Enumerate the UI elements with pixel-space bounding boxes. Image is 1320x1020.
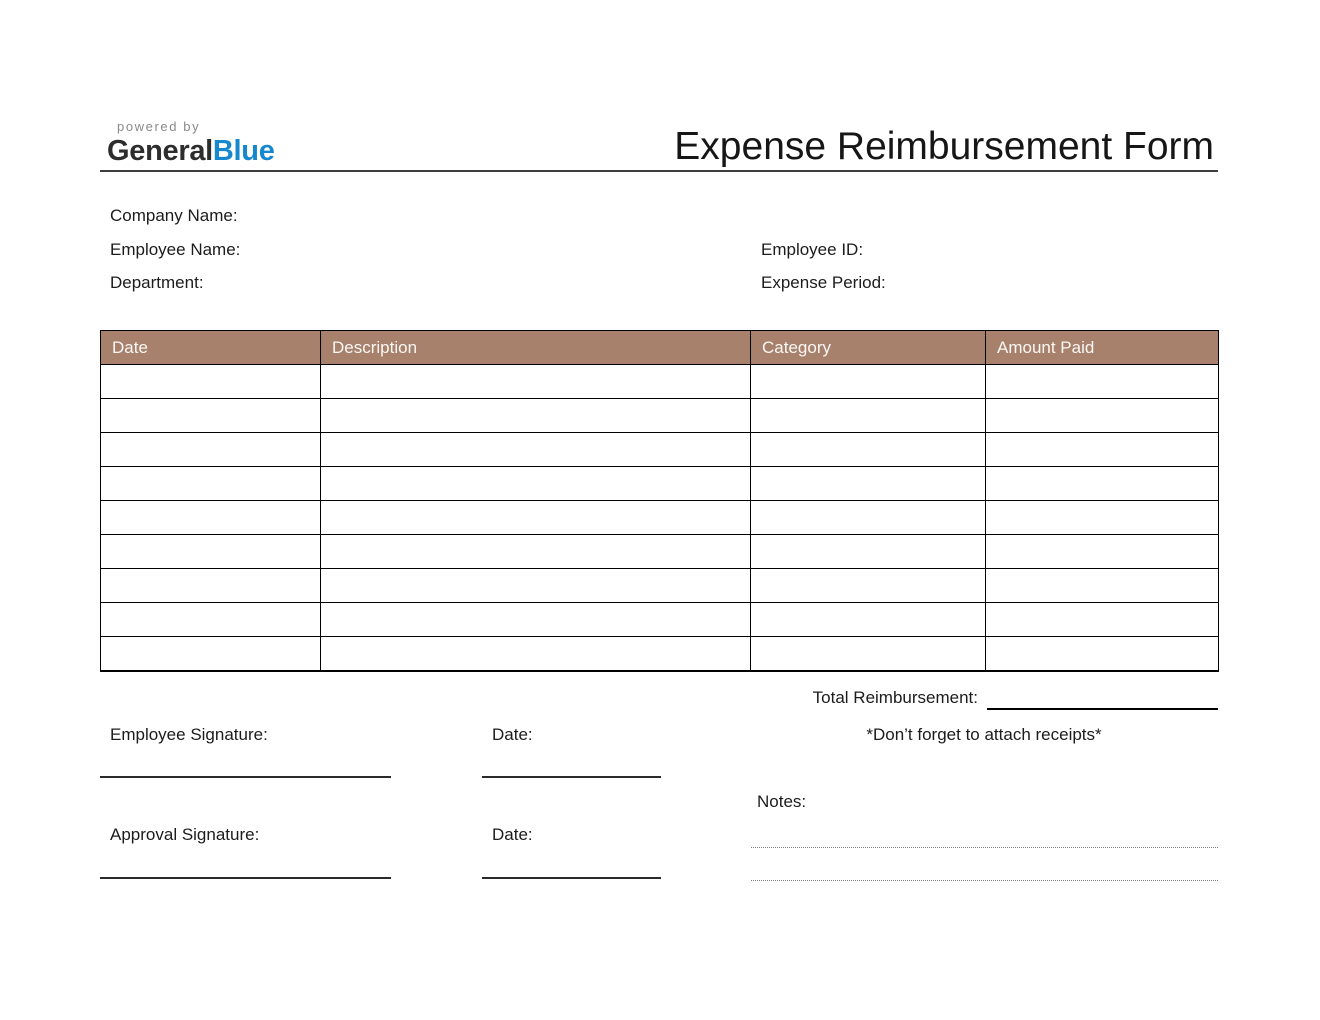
approval-signature-line[interactable] [100, 877, 391, 879]
cell-description[interactable] [321, 501, 751, 535]
cell-description[interactable] [321, 467, 751, 501]
cell-category[interactable] [751, 603, 986, 637]
employee-date-line[interactable] [482, 776, 661, 778]
approval-date-label: Date: [492, 825, 533, 844]
expense-row [101, 501, 1219, 535]
cell-amount-paid[interactable] [986, 501, 1219, 535]
notes-label: Notes: [757, 792, 807, 811]
cell-description[interactable] [321, 603, 751, 637]
cell-date[interactable] [101, 365, 321, 399]
cell-date[interactable] [101, 467, 321, 501]
employee-name-label: Employee Name: [110, 240, 241, 259]
cell-description[interactable] [321, 365, 751, 399]
employee-date-label: Date: [492, 725, 533, 744]
brand-general: General [107, 135, 213, 167]
expense-table-body [101, 365, 1219, 672]
cell-description[interactable] [321, 637, 751, 672]
attach-receipts-note: *Don’t forget to attach receipts* [866, 725, 1102, 744]
cell-category[interactable] [751, 467, 986, 501]
cell-category[interactable] [751, 399, 986, 433]
expense-row [101, 637, 1219, 672]
cell-amount-paid[interactable] [986, 535, 1219, 569]
total-reimbursement-label: Total Reimbursement: [812, 688, 978, 707]
brand-blue: Blue [212, 135, 275, 167]
notes-line-2[interactable] [751, 880, 1218, 881]
expense-row [101, 433, 1219, 467]
expense-row [101, 569, 1219, 603]
expense-row [101, 603, 1219, 637]
cell-category[interactable] [751, 433, 986, 467]
expense-row [101, 365, 1219, 399]
cell-amount-paid[interactable] [986, 433, 1219, 467]
cell-amount-paid[interactable] [986, 569, 1219, 603]
cell-description[interactable] [321, 399, 751, 433]
cell-description[interactable] [321, 433, 751, 467]
cell-date[interactable] [101, 433, 321, 467]
expense-period-label: Expense Period: [761, 273, 886, 292]
cell-description[interactable] [321, 535, 751, 569]
cell-amount-paid[interactable] [986, 637, 1219, 672]
column-header-date: Date [101, 331, 321, 365]
approval-date-line[interactable] [482, 877, 661, 879]
powered-by-text: powered by [117, 119, 201, 134]
cell-amount-paid[interactable] [986, 399, 1219, 433]
generalblue-logo [107, 135, 275, 167]
notes-line-1[interactable] [751, 847, 1218, 848]
cell-category[interactable] [751, 365, 986, 399]
column-header-category: Category [751, 331, 986, 365]
expense-row [101, 399, 1219, 433]
expense-table [100, 330, 1219, 672]
employee-signature-line[interactable] [100, 776, 391, 778]
cell-amount-paid[interactable] [986, 467, 1219, 501]
expense-table-header-row [101, 331, 1219, 365]
total-reimbursement-line[interactable] [987, 708, 1218, 710]
cell-date[interactable] [101, 501, 321, 535]
cell-category[interactable] [751, 569, 986, 603]
cell-date[interactable] [101, 399, 321, 433]
header-divider [100, 170, 1218, 172]
expense-row [101, 535, 1219, 569]
employee-signature-label: Employee Signature: [110, 725, 268, 744]
page-title: Expense Reimbursement Form [674, 125, 1214, 168]
cell-amount-paid[interactable] [986, 365, 1219, 399]
employee-id-label: Employee ID: [761, 240, 864, 259]
cell-category[interactable] [751, 535, 986, 569]
cell-date[interactable] [101, 603, 321, 637]
cell-date[interactable] [101, 637, 321, 672]
approval-signature-label: Approval Signature: [110, 825, 260, 844]
expense-row [101, 467, 1219, 501]
cell-amount-paid[interactable] [986, 603, 1219, 637]
cell-date[interactable] [101, 535, 321, 569]
company-name-label: Company Name: [110, 206, 238, 225]
department-label: Department: [110, 273, 204, 292]
cell-category[interactable] [751, 501, 986, 535]
cell-category[interactable] [751, 637, 986, 672]
cell-date[interactable] [101, 569, 321, 603]
column-header-description: Description [321, 331, 751, 365]
column-header-amount-paid: Amount Paid [986, 331, 1219, 365]
cell-description[interactable] [321, 569, 751, 603]
